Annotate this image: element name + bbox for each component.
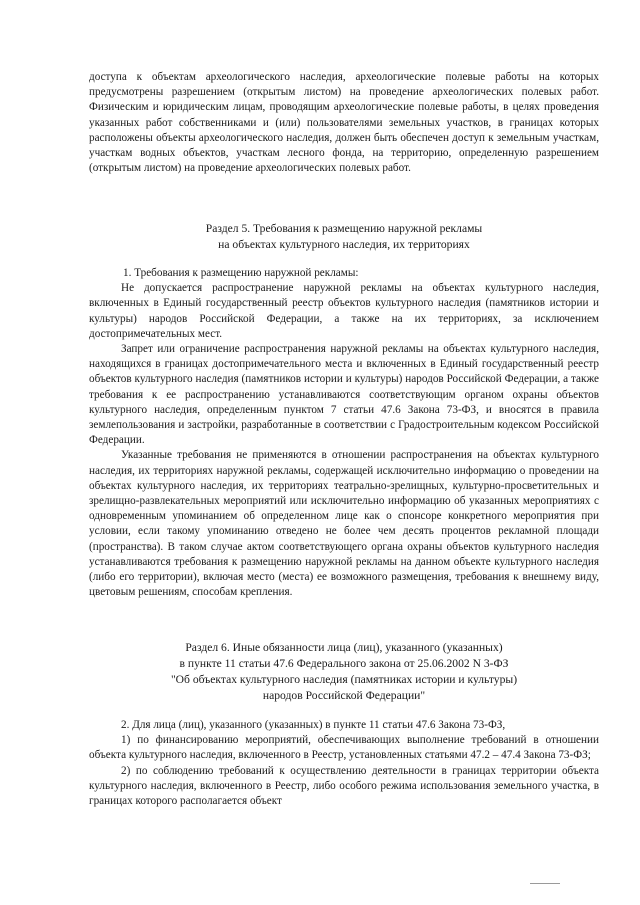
section6-subitem2: 2) по соблюдению требований к осуществлению деятельности в границах территории объекта культурного наследия, включенного в Реестр, либо особого режима использования земельного участка, в границах которого располагается объект: [89, 764, 599, 808]
section6-heading-line1: Раздел 6. Иные обязанности лица (лиц), указанного (указанных): [185, 641, 503, 654]
section5-paragraph3: Указанные требования не применяются в отношении распространения на объектах культурного наследия, их территориях наружной рекламы, содержащей исключительно информацию о проведении на объектах культурного наследия, их территориях театрально-зрелищных, культурно-просветительных и зрелищно-развлекательных мероприятий или исключительно информацию об указанных мероприятиях с одновременным упоминанием об определенном лице как о спонсоре конкретного мероприятия при условии, если такому упоминанию отведено не более чем десять процентов рекламной площади (пространства). В таком случае актом соответствующего органа охраны объектов культурного наследия устанавливаются требования к размещению наружной рекламы на данном объекте культурного наследия (либо его территории), включая место (места) ее возможного размещения, требования к внешнему виду, цветовым решениям, способам крепления.: [89, 449, 599, 599]
section6-heading-line4: народов Российской Федерации": [262, 689, 426, 702]
section5-paragraph2: Запрет или ограничение распространения наружной рекламы на объектах культурного наследия, находящихся в границах достопримечательного места и включенных в Единый государственный реестр объектов культурного наследия (памятников истории и культуры) народов Российской Федерации, а также требования к ее распространению устанавливаются соответствующим органом охраны объектов культурного наследия, определенным пунктом 7 статьи 47.6 Закона 73-ФЗ, и вносятся в правила землепользования и застройки, разработанные в соответствии с Градостроительным кодексом Российской Федерации.: [89, 343, 599, 447]
page-edge-mark: [530, 883, 560, 884]
section5-heading: [89, 221, 599, 253]
section5-item1: 1. Требования к размещению наружной рекламы:: [123, 267, 359, 279]
section6-heading: [89, 640, 599, 704]
section6-item2: 2. Для лица (лиц), указанного (указанных) в пункте 11 статьи 47.6 Закона 73-ФЗ,: [121, 719, 506, 731]
intro-section: [89, 70, 599, 176]
section6-subitem1: 1) по финансированию мероприятий, обеспечивающих выполнение требований в отношении объекта культурного наследия, включенного в Реестр, установленных статьями 47.2 – 47.4 Закона 73-ФЗ;: [89, 734, 599, 762]
section6-heading-line2: в пункте 11 статьи 47.6 Федерального закона от 25.06.2002 N 3-ФЗ: [179, 657, 509, 670]
section5-paragraph1: Не допускается распространение наружной рекламы на объектах культурного наследия, включенных в Единый государственный реестр объектов культурного наследия (памятников истории и культуры) народов Российской Федерации, а также на их территориях, за исключением достопримечательных мест.: [89, 282, 599, 340]
section5-body: [89, 266, 599, 600]
intro-paragraph: доступа к объектам археологического наследия, археологические полевые работы на которых предусмотрены разрешением (открытым листом) на проведение археологических полевых работ. Физическим и юридическим лицам, проводящим археологические полевые работы, в целях проведения указанных работ собственниками и (или) пользователями земельных участков, в границах которых расположены объекты археологического наследия, должен быть обеспечен доступ к земельным участкам, участкам водных объектов, участкам лесного фонда, на территорию, определенную разрешением (открытым листом) на проведение археологических полевых работ.: [89, 71, 599, 175]
section5-heading-line2: на объектах культурного наследия, их территориях: [218, 238, 470, 251]
section6-heading-line3: "Об объектах культурного наследия (памятниках истории и культуры): [170, 673, 518, 686]
section5-heading-line1: Раздел 5. Требования к размещению наружной рекламы: [205, 222, 483, 235]
section6-body: [89, 718, 599, 809]
